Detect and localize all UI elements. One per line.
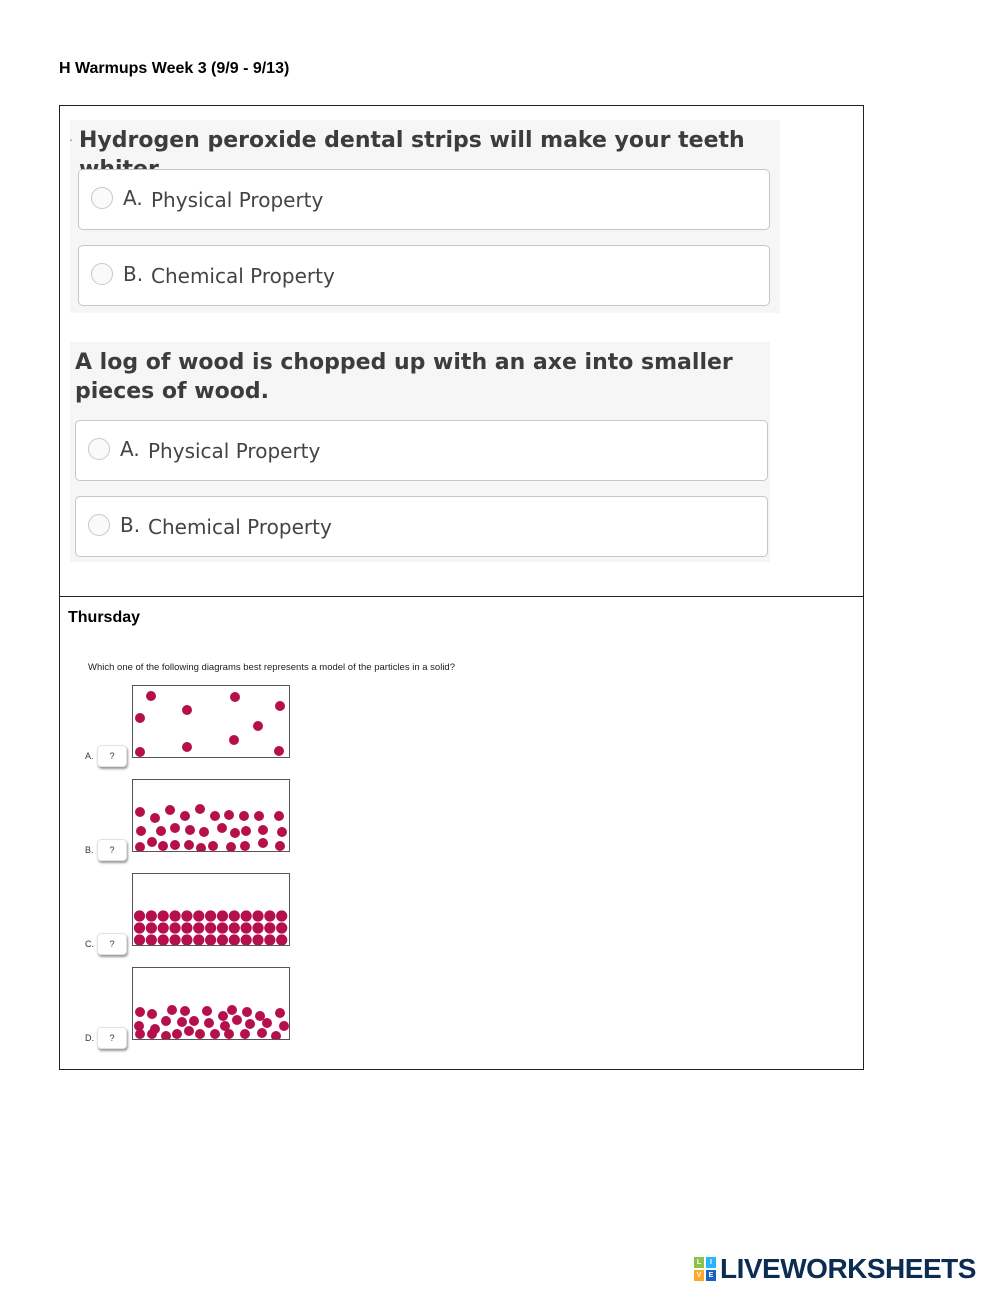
radio-icon[interactable] xyxy=(88,438,110,460)
option-letter: A. xyxy=(123,186,143,210)
particle-diagram-gas xyxy=(132,685,290,758)
particle xyxy=(181,934,192,945)
choice-a xyxy=(60,685,360,765)
quiz-question-1 xyxy=(70,120,780,313)
particle xyxy=(134,934,145,945)
option-label: Physical Property xyxy=(151,188,324,212)
badge-letter: V xyxy=(694,1270,704,1281)
particle xyxy=(169,934,180,945)
option-label: Chemical Property xyxy=(148,515,332,539)
particle xyxy=(146,922,157,933)
particle xyxy=(217,910,228,921)
badge-letter: I xyxy=(706,1257,716,1268)
particles-svg xyxy=(133,968,289,1039)
particle xyxy=(205,934,216,945)
option-letter: B. xyxy=(120,513,141,537)
particle xyxy=(264,910,275,921)
radio-icon[interactable] xyxy=(91,263,113,285)
particle-diagram-solid xyxy=(132,873,290,946)
particle xyxy=(241,922,252,933)
particle-diagram-liquid xyxy=(132,779,290,852)
option-letter: A. xyxy=(120,437,140,461)
particle xyxy=(241,910,252,921)
particle xyxy=(241,934,252,945)
logo-wordmark: LIVEWORKSHEETS xyxy=(720,1253,976,1284)
particle xyxy=(264,934,275,945)
particle xyxy=(193,910,204,921)
particle xyxy=(169,922,180,933)
option-label: Physical Property xyxy=(148,439,321,463)
quiz-question-2 xyxy=(70,342,770,562)
question-2-text: A log of wood is chopped up with an axe into smaller pieces of wood. xyxy=(75,350,733,404)
particle xyxy=(205,910,216,921)
answer-dropdown[interactable]: ? xyxy=(97,933,127,955)
particles-question: Which one of the following diagrams best represents a model of the particles in a solid? xyxy=(88,662,456,673)
particle xyxy=(276,922,287,933)
thursday-heading: Thursday xyxy=(68,609,141,626)
particle xyxy=(181,922,192,933)
answer-dropdown[interactable]: ? xyxy=(97,1027,127,1049)
option-letter: B. xyxy=(123,262,144,286)
particle xyxy=(229,922,240,933)
particle xyxy=(158,922,169,933)
particle xyxy=(276,910,287,921)
choice-letter: C. xyxy=(85,939,94,949)
logo-badge-icon xyxy=(694,1257,716,1281)
document-title: H Warmups Week 3 (9/9 - 9/13) xyxy=(59,60,290,77)
choice-letter: D. xyxy=(85,1033,94,1043)
particle xyxy=(134,910,145,921)
answer-dropdown[interactable]: ? xyxy=(97,745,127,767)
particle xyxy=(217,922,228,933)
particle xyxy=(193,922,204,933)
particle xyxy=(264,922,275,933)
particles-svg xyxy=(133,874,289,945)
warmup-table xyxy=(59,105,864,1070)
choice-letter: A. xyxy=(85,751,94,761)
badge-letter: L xyxy=(694,1257,704,1268)
particle xyxy=(146,910,157,921)
particle-diagram-liquid-2 xyxy=(132,967,290,1040)
table-row-divider xyxy=(60,596,863,597)
badge-letter: E xyxy=(706,1270,716,1281)
choice-letter: B. xyxy=(85,845,94,855)
particles-svg xyxy=(133,686,289,757)
question-1-lead: . xyxy=(69,128,73,144)
question-1-option-b[interactable] xyxy=(78,245,770,306)
question-1-option-a[interactable] xyxy=(78,169,770,230)
particle xyxy=(229,910,240,921)
particle xyxy=(134,922,145,933)
particles-svg xyxy=(133,780,289,851)
particle xyxy=(193,934,204,945)
answer-dropdown[interactable]: ? xyxy=(97,839,127,861)
particle xyxy=(205,922,216,933)
radio-icon[interactable] xyxy=(88,514,110,536)
choice-c xyxy=(60,873,360,953)
particle xyxy=(276,934,287,945)
particle xyxy=(158,934,169,945)
question-2-option-a[interactable] xyxy=(75,420,768,481)
particle xyxy=(169,910,180,921)
radio-icon[interactable] xyxy=(91,187,113,209)
question-2-option-b[interactable] xyxy=(75,496,768,557)
particle xyxy=(181,910,192,921)
question-1-text: Hydrogen peroxide dental strips will make your teeth xyxy=(79,128,745,153)
particle xyxy=(252,922,263,933)
particle xyxy=(229,934,240,945)
particle xyxy=(146,934,157,945)
particle xyxy=(252,910,263,921)
choice-d xyxy=(60,967,360,1047)
option-label: Chemical Property xyxy=(151,264,335,288)
particle xyxy=(158,910,169,921)
particle xyxy=(217,934,228,945)
particle xyxy=(252,934,263,945)
choice-b xyxy=(60,779,360,859)
